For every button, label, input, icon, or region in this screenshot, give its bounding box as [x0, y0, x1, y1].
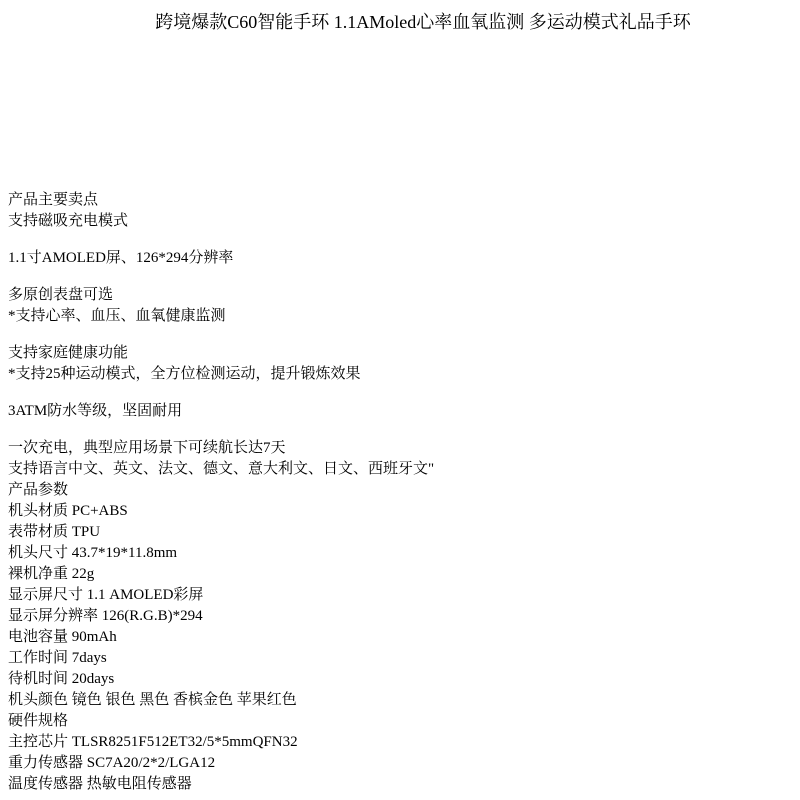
selling-points-heading: 产品主要卖点: [8, 192, 99, 208]
paragraph-spacer: [8, 422, 792, 438]
spec-net-weight: 裸机净重 22g: [8, 566, 95, 582]
spec-resolution: 显示屏分辨率 126(R.G.B)*294: [8, 608, 203, 624]
sport-modes-text: *支持25种运动模式，全方位检测运动，提升锻炼效果: [8, 366, 361, 382]
hardware-chip: 主控芯片 TLSR8251F512ET32/5*5mmQFN32: [8, 734, 298, 750]
languages-text: 支持语言中文、英文、法文、德文、意大利文、日文、西班牙文": [8, 461, 435, 477]
hardware-temp-sensor: 温度传感器 热敏电阻传感器: [8, 776, 192, 792]
family-health-text: 支持家庭健康功能: [8, 345, 129, 361]
specs-heading: 产品参数: [8, 482, 69, 498]
spec-battery: 电池容量 90mAh: [8, 629, 117, 645]
spec-screen-size: 显示屏尺寸 1.1 AMOLED彩屏: [8, 587, 204, 603]
paragraph-spacer: [8, 269, 792, 285]
paragraph-spacer: [8, 385, 792, 401]
spec-head-size: 机头尺寸 43.7*19*11.8mm: [8, 545, 178, 561]
paragraph-spacer: [8, 232, 792, 248]
magnetic-charging-text: 支持磁吸充电模式: [8, 213, 129, 229]
spec-work-time: 工作时间 7days: [8, 650, 107, 666]
battery-life-text: 一次充电，典型应用场景下可续航长达7天: [8, 440, 286, 456]
hardware-heading: 硬件规格: [8, 713, 69, 729]
spec-strap-material: 表带材质 TPU: [8, 524, 101, 540]
spec-head-material: 机头材质 PC+ABS: [8, 503, 128, 519]
spec-colors: 机头颜色 镜色 银色 黑色 香槟金色 苹果红色: [8, 692, 297, 708]
spec-standby-time: 待机时间 20days: [8, 671, 115, 687]
paragraph-spacer: [8, 327, 792, 343]
screen-text: 1.1寸AMOLED屏、126*294分辨率: [8, 250, 234, 266]
waterproof-text: 3ATM防水等级，坚固耐用: [8, 403, 183, 419]
product-description: [8, 190, 792, 795]
health-monitoring-text: *支持心率、血压、血氧健康监测: [8, 308, 226, 324]
dials-text: 多原创表盘可选: [8, 287, 114, 303]
page-title: 跨境爆款C60智能手环 1.1AMoled心率血氧监测 多运动模式礼品手环: [155, 12, 691, 32]
hardware-gravity-sensor: 重力传感器 SC7A20/2*2/LGA12: [8, 755, 216, 771]
